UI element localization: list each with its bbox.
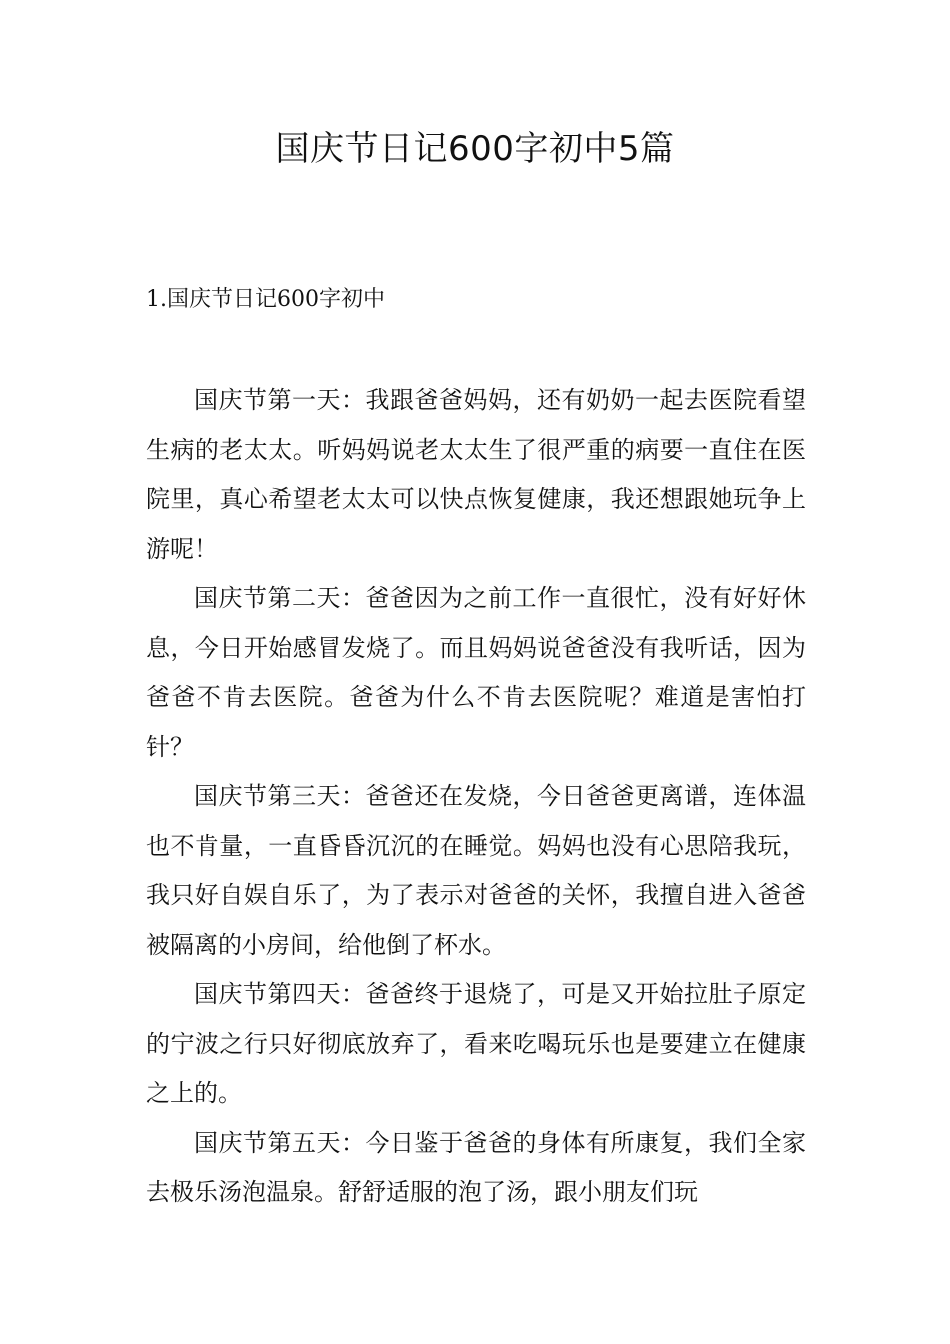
document-title: 国庆节日记600字初中5篇 xyxy=(275,129,675,169)
paragraph-day-1: 国庆节第一天：我跟爸爸妈妈，还有奶奶一起去医院看望生病的老太太。听妈妈说老太太生了很严重的病要一直住在医院里，真心希望老太太可以快点恢复健康，我还想跟她玩争上游呢！ xyxy=(146,386,806,563)
document-body xyxy=(146,376,806,1218)
paragraph-day-3: 国庆节第三天：爸爸还在发烧，今日爸爸更离谱，连体温也不肯量，一直昏昏沉沉的在睡觉。妈妈也没有心思陪我玩，我只好自娱自乐了，为了表示对爸爸的关怀，我擅自进入爸爸被隔离的小房间，给他倒了杯水。 xyxy=(146,782,806,959)
paragraph-day-4: 国庆节第四天：爸爸终于退烧了，可是又开始拉肚子原定的宁波之行只好彻底放弃了，看来吃喝玩乐也是要建立在健康之上的。 xyxy=(146,980,806,1107)
paragraph-day-5: 国庆节第五天：今日鉴于爸爸的身体有所康复，我们全家去极乐汤泡温泉。舒舒适服的泡了汤，跟小朋友们玩 xyxy=(146,1128,806,1206)
paragraph-day-2: 国庆节第二天：爸爸因为之前工作一直很忙，没有好好休息，今日开始感冒发烧了。而且妈妈说爸爸没有我听话，因为爸爸不肯去医院。爸爸为什么不肯去医院呢？难道是害怕打针？ xyxy=(146,584,806,761)
section-heading: 1.国庆节日记600字初中 xyxy=(146,287,385,312)
